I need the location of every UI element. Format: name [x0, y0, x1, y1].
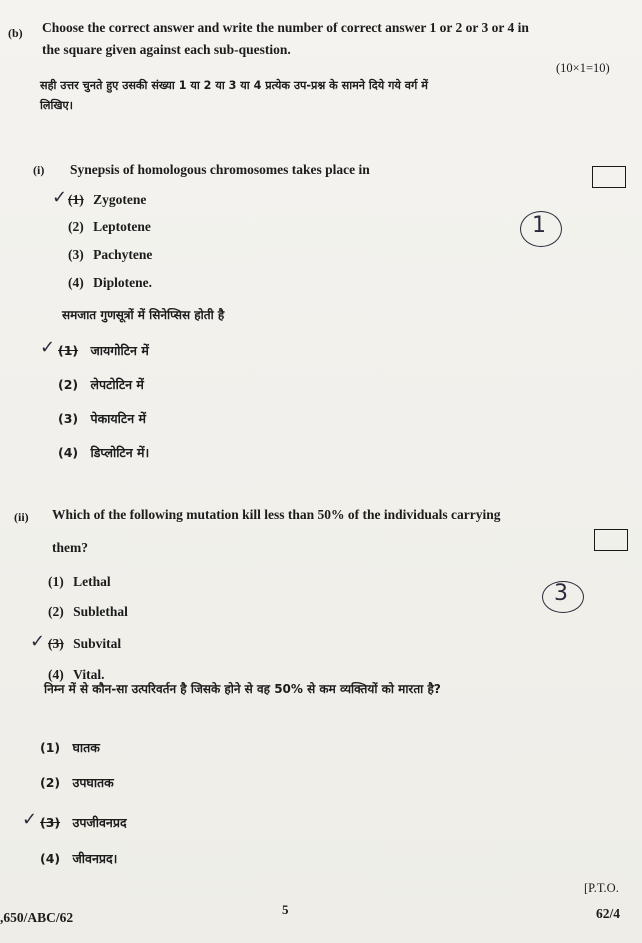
option-hindi: [40, 739, 100, 756]
option: [68, 219, 151, 235]
question-text-line2: them?: [52, 540, 88, 555]
option-text: Vital.: [73, 667, 105, 682]
option-text: डिप्लोटिन में।: [90, 445, 150, 460]
question-text-hindi: समजात गुणसूत्रों में सिनेप्सिस होती है: [62, 308, 225, 322]
page-number: 5: [282, 902, 289, 917]
marks-label: (10×1=10): [556, 61, 610, 75]
instruction-hi-line2: लिखिए।: [40, 99, 73, 112]
option-number: (2): [40, 775, 61, 790]
handwritten-answer: 1: [532, 213, 546, 238]
tick-mark-icon: ✓: [40, 337, 56, 358]
question-text: Synepsis of homologous chromosomes takes place in: [70, 162, 370, 177]
option-number: (1): [40, 740, 61, 755]
option: [68, 275, 152, 291]
option-number: (3): [40, 815, 61, 830]
option-text: Diplotene.: [93, 275, 152, 290]
option: [68, 192, 146, 208]
option-hindi: [40, 814, 127, 831]
option-text: Sublethal: [73, 604, 128, 619]
option: [48, 604, 128, 620]
option-text: उपजीवनप्रद: [72, 815, 127, 830]
question-text-line1: Which of the following mutation kill less than 50% of the individuals carrying: [52, 507, 501, 522]
option-number: (1): [68, 192, 84, 207]
option-number: (3): [48, 636, 64, 651]
option-number: (1): [48, 574, 64, 589]
option-text: जायगोटिन में: [90, 343, 149, 358]
option-number: (3): [58, 411, 79, 426]
pto-label: [P.T.O.: [584, 881, 619, 895]
option: [68, 247, 152, 263]
paper-code-right: 62/4: [596, 906, 621, 921]
option: [48, 636, 121, 652]
option-number: (4): [58, 445, 79, 460]
section-label: (b): [8, 26, 23, 40]
option-hindi: [58, 376, 144, 393]
tick-mark-icon: ✓: [52, 187, 68, 208]
option-number: (2): [68, 219, 84, 234]
question-text-hindi: निम्न में से कौन-सा उत्परिवर्तन है जिसके होने से वह 50% से कम व्यक्तियों को मारता है?: [44, 682, 441, 696]
option: [48, 574, 111, 590]
option-text: Leptotene: [93, 219, 151, 234]
instruction-en-line2: the square given against each sub-question.: [42, 42, 291, 57]
option-text: लेपटोटिन में: [90, 377, 144, 392]
answer-box[interactable]: [592, 166, 626, 188]
option-hindi: [58, 444, 149, 461]
option-number: (1): [58, 343, 79, 358]
option-text: पेकायटिन में: [90, 411, 146, 426]
option-number: (2): [48, 604, 64, 619]
option-text: Pachytene: [93, 247, 153, 262]
option-number: (4): [48, 667, 64, 682]
instruction-en-line1: Choose the correct answer and write the number of correct answer 1 or 2 or 3 or 4 in: [42, 20, 529, 35]
option-number: (4): [40, 851, 61, 866]
question-number: (ii): [14, 510, 29, 524]
option-hindi: [58, 410, 146, 427]
option-text: Subvital: [73, 636, 122, 651]
option-hindi: [58, 342, 149, 359]
option-text: घातक: [72, 740, 100, 755]
option-number: (4): [68, 275, 84, 290]
option-hindi: [40, 850, 117, 867]
paper-code-left: ,650/ABC/62: [0, 910, 74, 925]
answer-box[interactable]: [594, 529, 628, 551]
tick-mark-icon: ✓: [30, 631, 46, 652]
option-number: (2): [58, 377, 79, 392]
option-text: उपघातक: [72, 775, 114, 790]
option-text: Lethal: [73, 574, 111, 589]
tick-mark-icon: ✓: [22, 809, 38, 830]
option-text: जीवनप्रद।: [72, 851, 118, 866]
option-text: Zygotene: [93, 192, 147, 207]
instruction-hi-line1: सही उत्तर चुनते हुए उसकी संख्या 1 या 2 या 3 या 4 प्रत्येक उप-प्रश्न के सामने दिये गये वर्ग में: [40, 79, 428, 92]
option-hindi: [40, 774, 114, 791]
handwritten-answer: 3: [554, 581, 568, 606]
question-number: (i): [33, 163, 45, 177]
option-number: (3): [68, 247, 84, 262]
